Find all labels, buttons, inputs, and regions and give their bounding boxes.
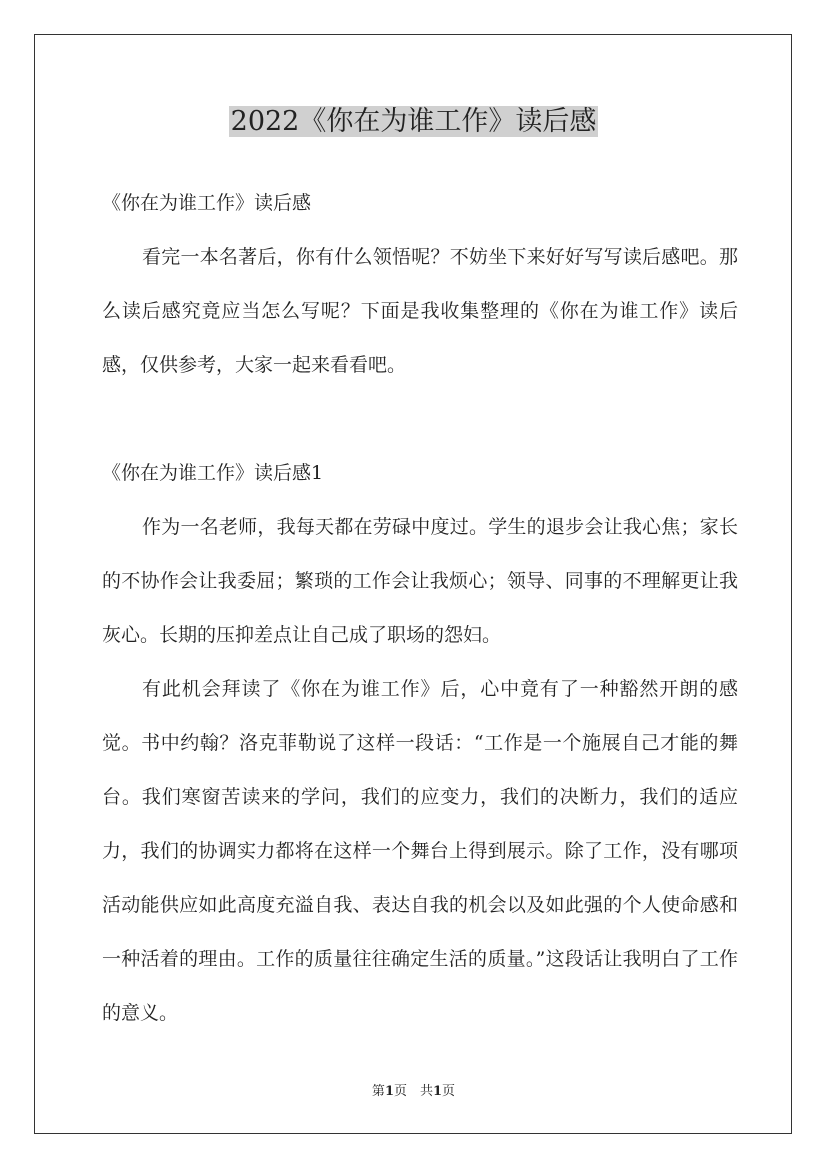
intro-paragraph: 看完一本名著后，你有什么领悟呢？不妨坐下来好好写写读后感吧。那么读后感究竟应当怎么写呢？下面是我收集整理的《你在为谁工作》读后感，仅供参考，大家一起来看看吧。 xyxy=(102,246,738,376)
footer-page-total: 1 xyxy=(433,1084,443,1099)
footer-page-current: 1 xyxy=(384,1084,394,1099)
section1-paragraph-1: 作为一名老师，我每天都在劳碌中度过。学生的退步会让我心焦；家长的不协作会让我委屈；繁琐的工作会让我烦心；领导、同事的不理解更让我灰心。长期的压抑差点让自己成了职场的怨妇。 xyxy=(102,516,738,646)
section1-paragraph-2: 有此机会拜读了《你在为谁工作》后，心中竟有了一种豁然开朗的感觉。书中约翰？洛克菲勒说了这样一段话：“工作是一个施展自己才能的舞台。我们寒窗苦读来的学问，我们的应变力，我们的决断力，我们的适应力，我们的协调实力都将在这样一个舞台上得到展示。除了工作，没有哪项活动能供应如此高度充溢自我、表达自我的机会以及如此强的个人使命感和一种活着的理由。工作的质量往往确定生活的质量。”这段话让我明白了工作的意义。 xyxy=(102,678,738,1024)
document-title-text: 2022《你在为谁工作》读后感 xyxy=(230,106,597,137)
page-footer xyxy=(0,1082,827,1102)
footer-page-mid: 页 共 xyxy=(393,1084,433,1099)
section1-heading: 《你在为谁工作》读后感1 xyxy=(102,462,324,484)
section-spacer xyxy=(102,392,738,446)
document-body xyxy=(102,176,738,1040)
footer-page-prefix: 第 xyxy=(371,1084,385,1099)
document-title xyxy=(0,100,827,144)
footer-page-suffix: 页 xyxy=(442,1084,456,1099)
intro-heading: 《你在为谁工作》读后感 xyxy=(102,192,312,214)
